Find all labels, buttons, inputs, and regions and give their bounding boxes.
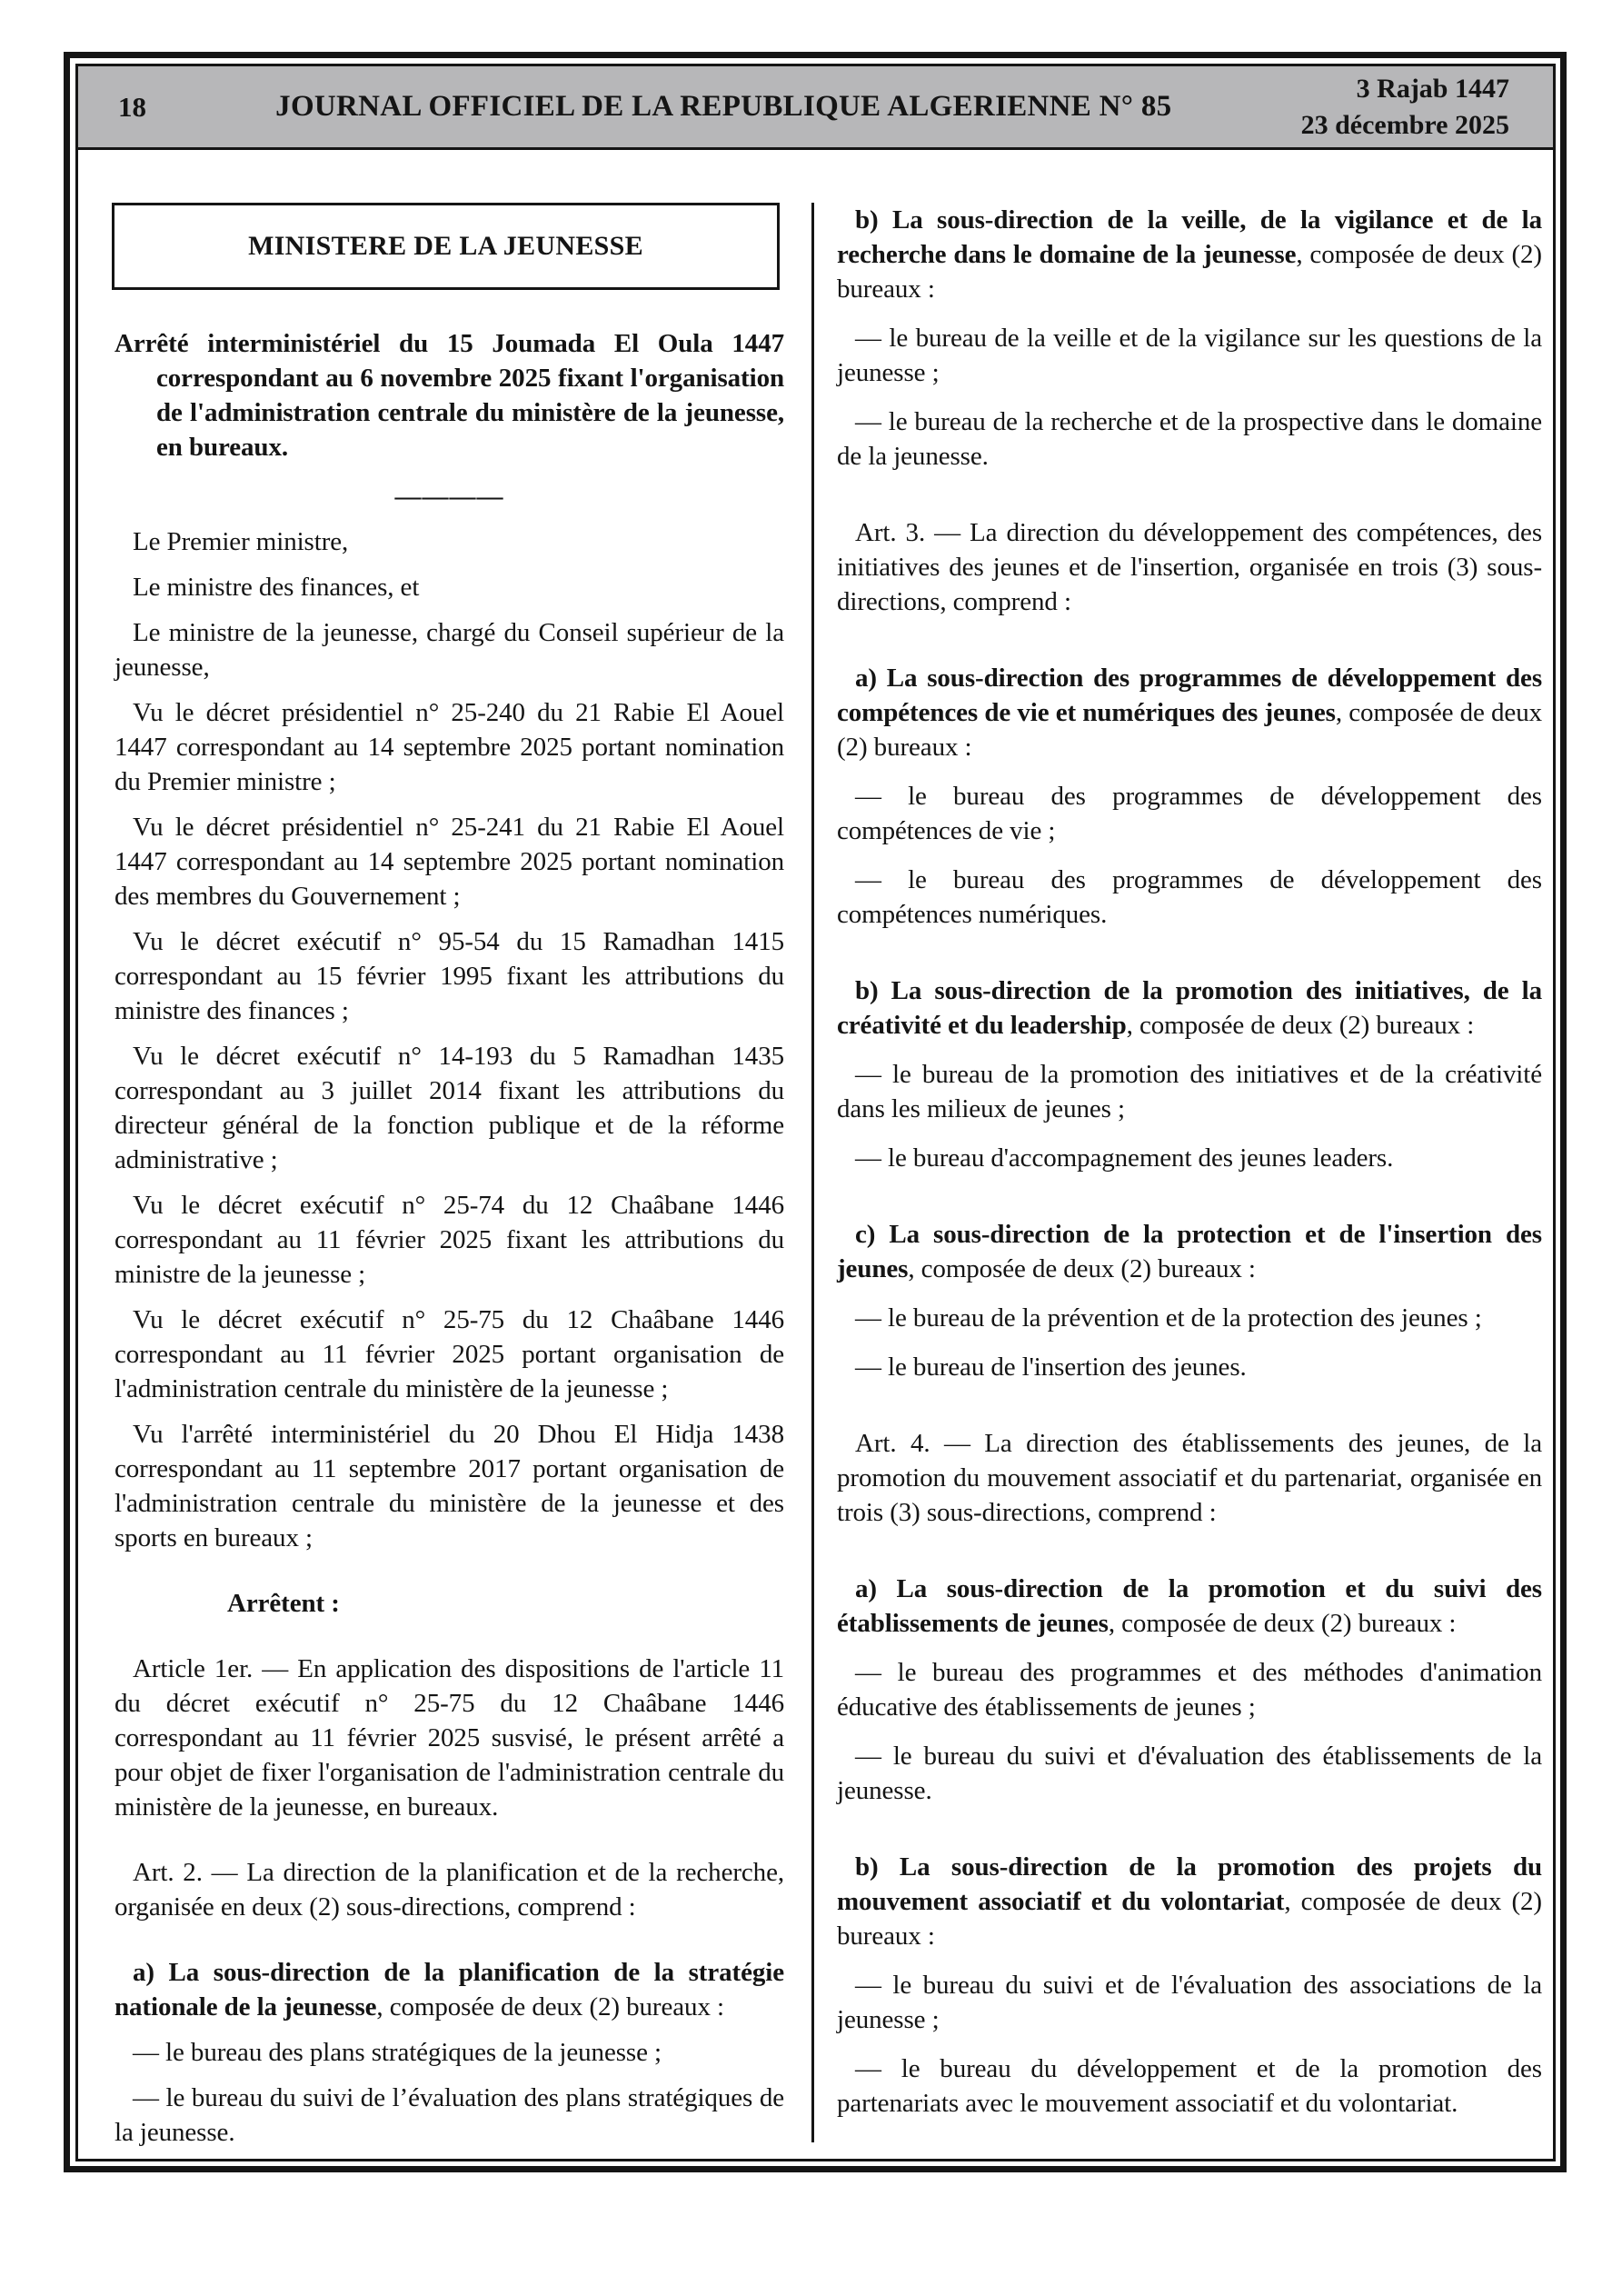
article-2: Art. 2. — La direction de la planification et de la recherche, organisée en deux (2) sous-directions, comprend : bbox=[114, 1858, 784, 1922]
issue-date-gregorian: 23 décembre 2025 bbox=[1300, 109, 1509, 140]
subsection-title: a) La sous-direction des programmes de développement des compétences de vie et numériques des jeunes bbox=[837, 664, 1542, 727]
header-bar bbox=[78, 66, 1553, 150]
vu-clause: Vu le décret présidentiel n° 25-240 du 21 Rabie El Aouel 1447 correspondant au 14 septembre 2025 portant nomination du Premier ministre ; bbox=[114, 698, 784, 796]
left-column bbox=[78, 150, 811, 2159]
subsection-header bbox=[114, 1955, 784, 2024]
subsection-header bbox=[837, 1572, 1542, 1641]
page-inner-frame bbox=[75, 64, 1556, 2161]
subsection-rest: , composée de deux (2) bureaux : bbox=[837, 1887, 1542, 1951]
vu-clause: Vu l'arrêté interministériel du 20 Dhou El Hidja 1438 correspondant au 11 septembre 2017 portant organisation de l'administration centrale du ministère de la jeunesse et des sports en bureaux ; bbox=[114, 1420, 784, 1552]
bureau-item: — le bureau des programmes et des méthodes d'animation éducative des établissements de jeunes ; bbox=[837, 1658, 1542, 1722]
subsection-title: b) La sous-direction de la promotion des projets du mouvement associatif et du volontariat bbox=[837, 1852, 1542, 1916]
subsection-header bbox=[837, 973, 1542, 1043]
bureau-item: — le bureau de la prévention et de la protection des jeunes ; bbox=[855, 1303, 1482, 1333]
bureau-item: — le bureau de la recherche et de la prospective dans le domaine de la jeunesse. bbox=[837, 407, 1542, 471]
vu-clause: Vu le décret exécutif n° 25-74 du 12 Chaâbane 1446 correspondant au 11 février 2025 fixant les attributions du ministre de la jeunesse ; bbox=[114, 1191, 784, 1289]
signatory-line: Le Premier ministre, bbox=[133, 527, 349, 556]
bureau-item: — le bureau de la promotion des initiatives et de la créativité dans les milieux de jeunes ; bbox=[837, 1060, 1542, 1123]
right-column bbox=[814, 150, 1553, 2159]
decree-title: Arrêté interministériel du 15 Joumada El Oula 1447 correspondant au 6 novembre 2025 fixant l'organisation de l'administration centrale du ministère de la jeunesse, en bureaux. bbox=[114, 329, 784, 462]
subsection-header bbox=[837, 203, 1542, 306]
section-separator: ———— bbox=[394, 482, 504, 511]
vu-clause: Vu le décret exécutif n° 95-54 du 15 Ramadhan 1415 correspondant au 15 février 1995 fixant les attributions du ministre des finances ; bbox=[114, 927, 784, 1025]
subsection-title: a) La sous-direction de la planification de la stratégie nationale de la jeunesse bbox=[114, 1958, 784, 2021]
bureau-item: — le bureau du suivi et d'évaluation des établissements de la jeunesse. bbox=[837, 1742, 1542, 1805]
signatory-line: Le ministre de la jeunesse, chargé du Conseil supérieur de la jeunesse, bbox=[114, 618, 784, 682]
arretent-heading: Arrêtent : bbox=[227, 1589, 340, 1618]
bureau-item: — le bureau des programmes de développement des compétences numériques. bbox=[837, 865, 1542, 929]
subsection-rest: , composée de deux (2) bureaux : bbox=[1108, 1609, 1457, 1638]
subsection-header bbox=[837, 661, 1542, 764]
issue-date bbox=[1301, 71, 1509, 144]
vu-clause: Vu le décret exécutif n° 14-193 du 5 Ramadhan 1435 correspondant au 3 juillet 2014 fixant les attributions du directeur général de la fonction publique et de la réforme administrative ; bbox=[114, 1042, 784, 1174]
vu-clause: Vu le décret présidentiel n° 25-241 du 21 Rabie El Aouel 1447 correspondant au 14 septembre 2025 portant nomination des membres du Gouvernement ; bbox=[114, 813, 784, 911]
subsection-rest: , composée de deux (2) bureaux : bbox=[376, 1992, 724, 2021]
bureau-item: — le bureau du suivi de l’évaluation des plans stratégiques de la jeunesse. bbox=[114, 2083, 784, 2147]
bureau-item: — le bureau des programmes de développement des compétences de vie ; bbox=[837, 782, 1542, 845]
subsection-rest: , composée de deux (2) bureaux : bbox=[908, 1254, 1256, 1283]
subsection-header bbox=[837, 1850, 1542, 1953]
page-number: 18 bbox=[118, 90, 146, 123]
page-content bbox=[78, 150, 1553, 2159]
subsection-title: b) La sous-direction de la veille, de la vigilance et de la recherche dans le domaine de la jeunesse bbox=[837, 205, 1542, 269]
bureau-item: — le bureau du suivi et de l'évaluation des associations de la jeunesse ; bbox=[837, 1971, 1542, 2034]
article-3: Art. 3. — La direction du développement des compétences, des initiatives des jeunes et de l'insertion, organisée en trois (3) sous-directions, comprend : bbox=[837, 518, 1542, 616]
ministry-title-box bbox=[112, 203, 780, 290]
bureau-item: — le bureau de la veille et de la vigilance sur les questions de la jeunesse ; bbox=[837, 324, 1542, 387]
bureau-item: — le bureau du développement et de la promotion des partenariats avec le mouvement associatif et du volontariat. bbox=[837, 2054, 1542, 2118]
subsection-rest: , composée de deux (2) bureaux : bbox=[837, 240, 1542, 304]
bureau-item: — le bureau de l'insertion des jeunes. bbox=[855, 1353, 1247, 1382]
vu-clause: Vu le décret exécutif n° 25-75 du 12 Chaâbane 1446 correspondant au 11 février 2025 portant organisation de l'administration centrale du ministère de la jeunesse ; bbox=[114, 1305, 784, 1403]
subsection-title: a) La sous-direction de la promotion et du suivi des établissements de jeunes bbox=[837, 1574, 1542, 1638]
issue-date-hijri: 3 Rajab 1447 bbox=[1356, 73, 1509, 104]
signatory-line: Le ministre des finances, et bbox=[133, 573, 420, 602]
subsection-rest: , composée de deux (2) bureaux : bbox=[1126, 1011, 1475, 1040]
bureau-item: — le bureau d'accompagnement des jeunes leaders. bbox=[855, 1143, 1394, 1173]
subsection-rest: , composée de deux (2) bureaux : bbox=[837, 698, 1542, 762]
subsection-title: b) La sous-direction de la promotion des initiatives, de la créativité et du leadership bbox=[837, 976, 1542, 1040]
journal-title: JOURNAL OFFICIEL DE LA REPUBLIQUE ALGERIENNE N° 85 bbox=[275, 90, 1172, 123]
subsection-title: c) La sous-direction de la protection et de l'insertion des jeunes bbox=[837, 1220, 1542, 1283]
ministry-title: MINISTERE DE LA JEUNESSE bbox=[248, 231, 643, 261]
bureau-item: — le bureau des plans stratégiques de la jeunesse ; bbox=[133, 2038, 662, 2067]
subsection-header bbox=[837, 1217, 1542, 1286]
article-4: Art. 4. — La direction des établissements des jeunes, de la promotion du mouvement associatif et du partenariat, organisée en trois (3) sous-directions, comprend : bbox=[837, 1429, 1542, 1527]
article-1: Article 1er. — En application des dispositions de l'article 11 du décret exécutif n° 25-75 du 12 Chaâbane 1446 correspondant au 11 février 2025 susvisé, le présent arrêté a pour objet de fixer l'organisation de l'administration centrale du ministère de la jeunesse, en bureaux. bbox=[114, 1654, 784, 1822]
